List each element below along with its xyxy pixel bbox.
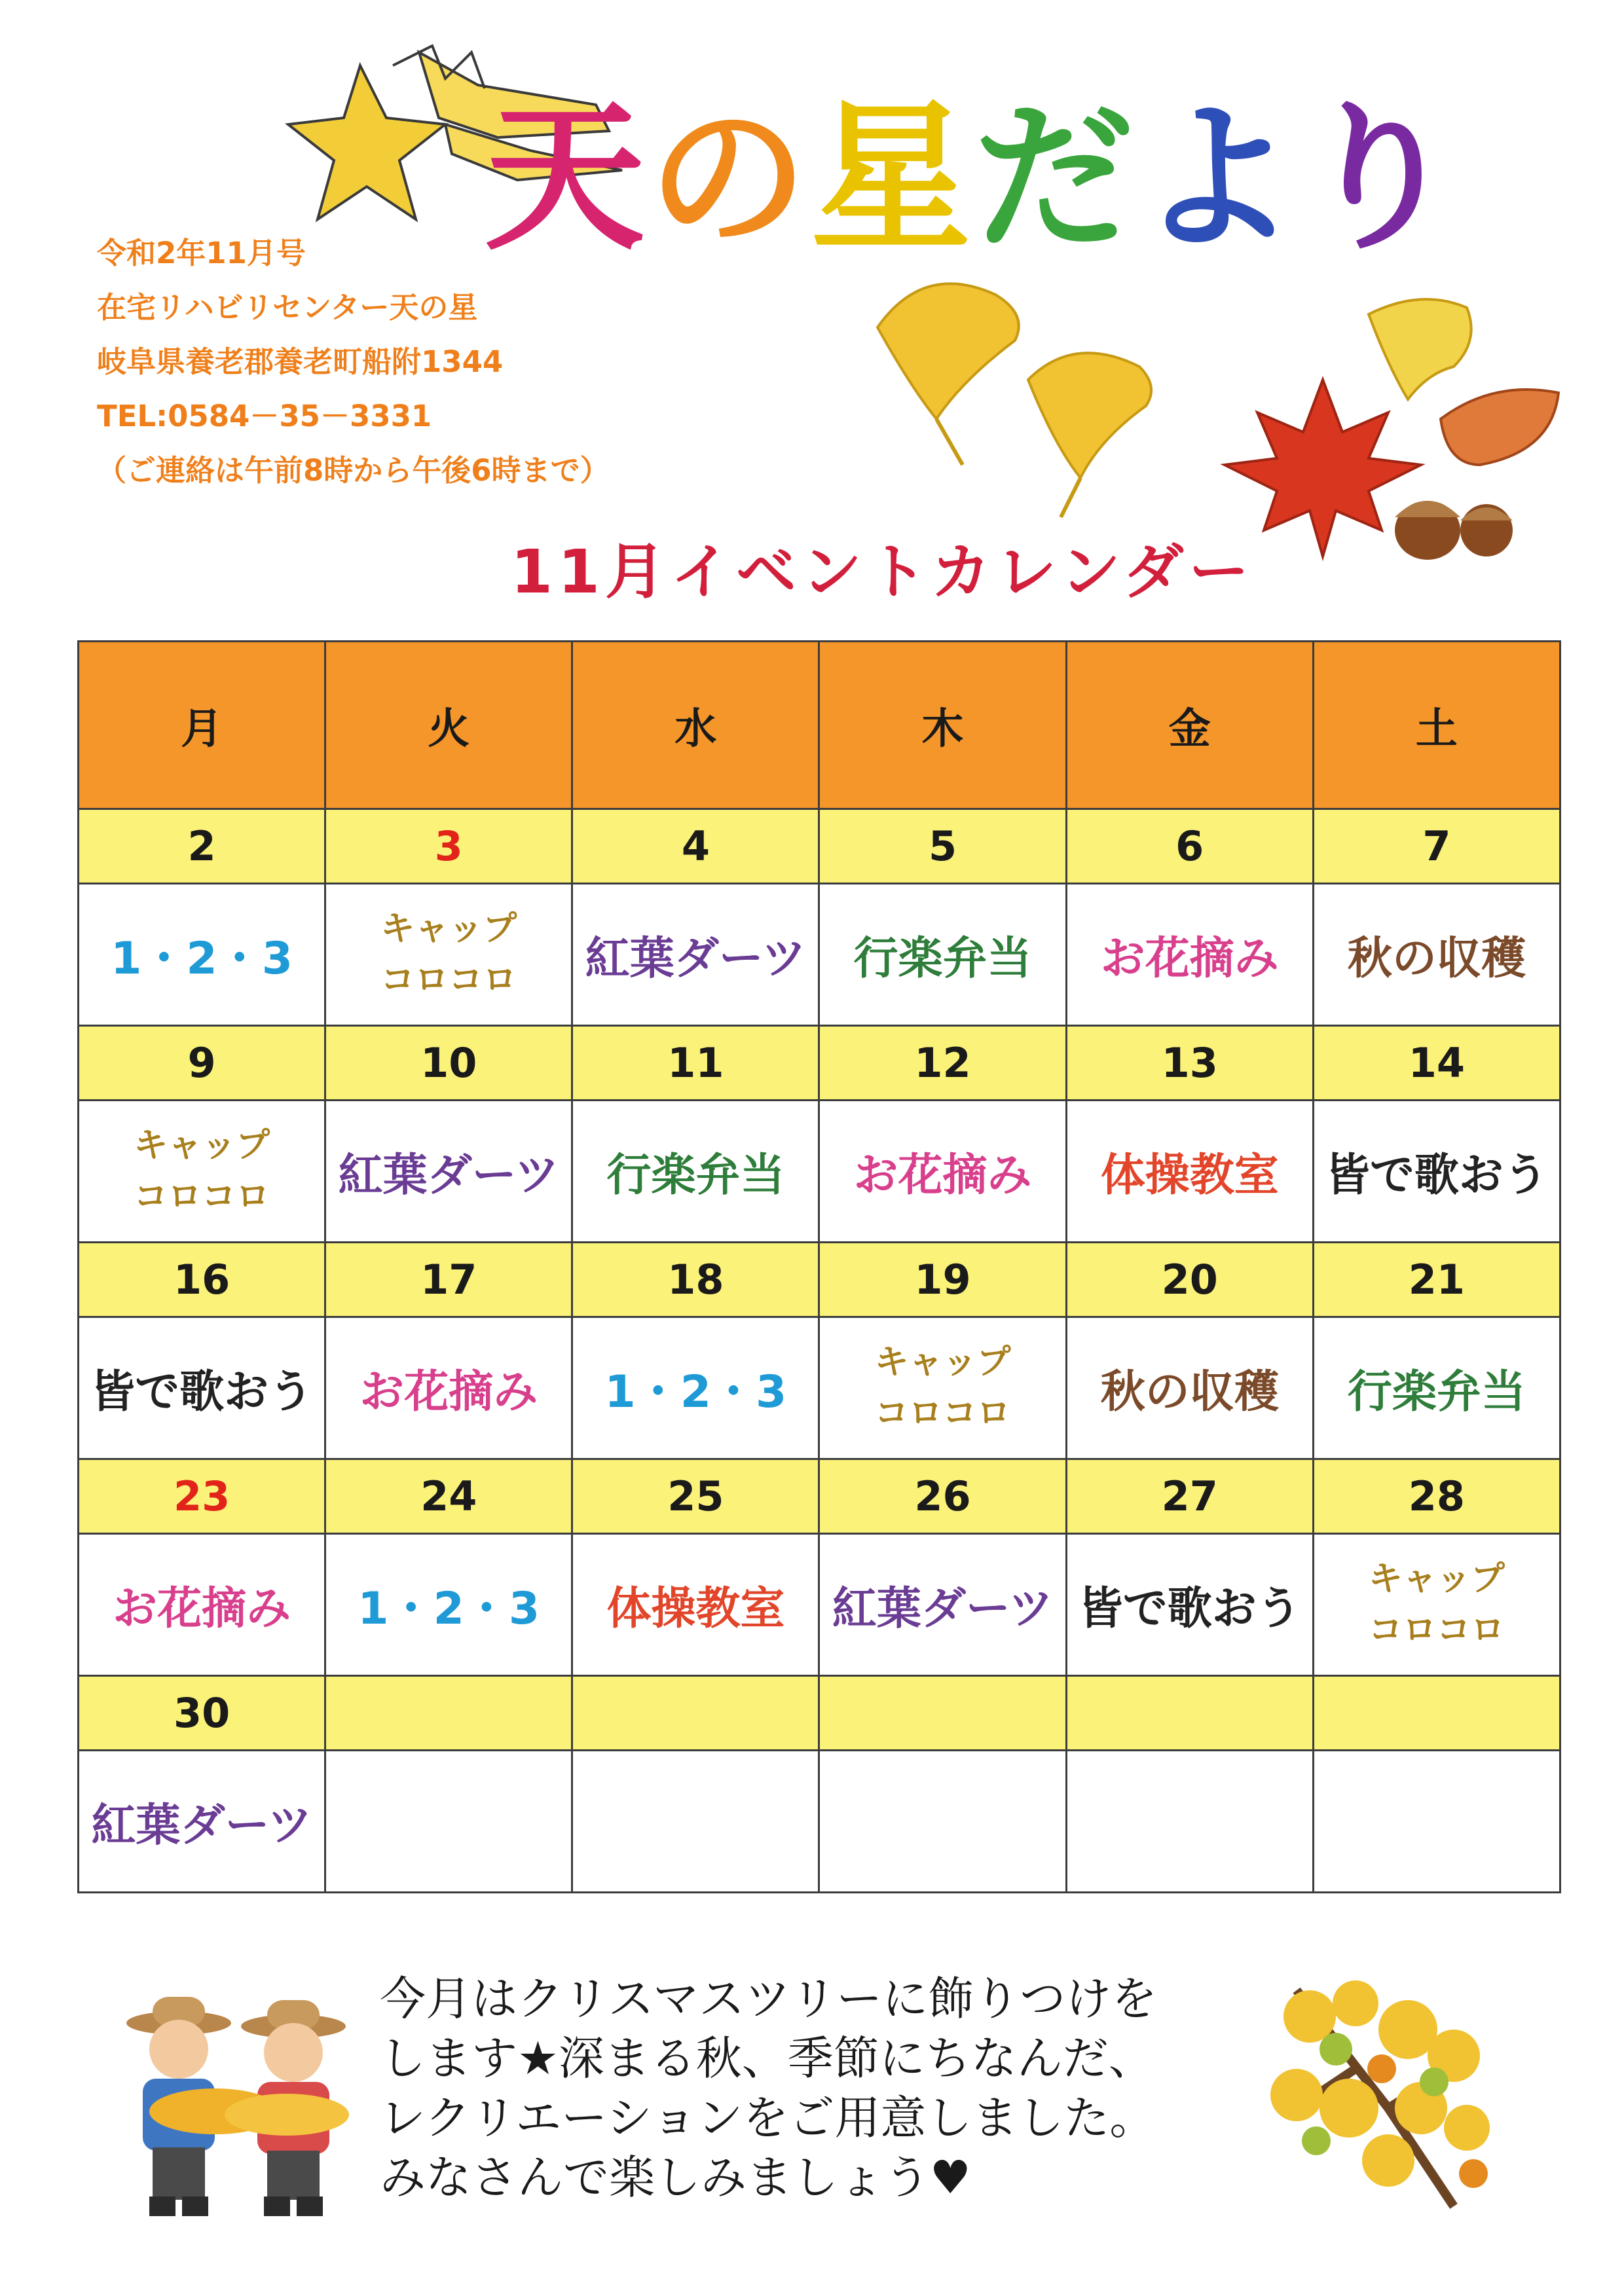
event-cell: 行楽弁当 bbox=[1313, 1317, 1560, 1459]
date-cell: 28 bbox=[1313, 1459, 1560, 1534]
event-cell bbox=[325, 1751, 572, 1893]
date-cell: 6 bbox=[1066, 809, 1313, 884]
event-cell: 皆で歌おう bbox=[79, 1317, 325, 1459]
event-cell: 1・2・3 bbox=[572, 1317, 819, 1459]
acorn-icon bbox=[1395, 501, 1513, 560]
weekday-header: 土 bbox=[1313, 642, 1560, 809]
weekday-header-row bbox=[79, 642, 1560, 809]
ginkgo-leaf-icon bbox=[877, 283, 1019, 465]
date-cell: 11 bbox=[572, 1026, 819, 1101]
event-cell: 秋の収穫 bbox=[1066, 1317, 1313, 1459]
event-cell: 紅葉ダーツ bbox=[79, 1751, 325, 1893]
event-cell: 秋の収穫 bbox=[1313, 884, 1560, 1026]
date-cell bbox=[572, 1676, 819, 1751]
date-cell: 30 bbox=[79, 1676, 325, 1751]
event-cell: お花摘み bbox=[325, 1317, 572, 1459]
date-cell: 19 bbox=[819, 1243, 1066, 1317]
event-cell: 行楽弁当 bbox=[819, 884, 1066, 1026]
event-cell: 行楽弁当 bbox=[572, 1101, 819, 1243]
event-cell bbox=[819, 1751, 1066, 1893]
farmers-illustration bbox=[117, 1984, 365, 2226]
title-char: の bbox=[648, 85, 811, 272]
date-cell: 10 bbox=[325, 1026, 572, 1101]
date-cell bbox=[1066, 1676, 1313, 1751]
date-cell: 24 bbox=[325, 1459, 572, 1534]
autumn-leaf-icon bbox=[1441, 390, 1559, 465]
issue-line: 令和2年11月号 bbox=[97, 236, 306, 270]
weekday-header: 水 bbox=[572, 642, 819, 809]
event-cell bbox=[572, 1751, 819, 1893]
event-cell bbox=[1313, 1751, 1560, 1893]
title-char: り bbox=[1300, 85, 1463, 272]
event-cell: お花摘み bbox=[819, 1101, 1066, 1243]
date-cell: 4 bbox=[572, 809, 819, 884]
weekday-header: 火 bbox=[325, 642, 572, 809]
date-cell: 25 bbox=[572, 1459, 819, 1534]
ginkgo-leaf-icon bbox=[1028, 353, 1151, 517]
message-line: レクリエーションをご用意しました。 bbox=[380, 2091, 1156, 2145]
phone-line: TEL:0584－35－3331 bbox=[97, 399, 432, 433]
event-calendar bbox=[77, 640, 1561, 1893]
event-cell: 皆で歌おう bbox=[1313, 1101, 1560, 1243]
calendar-title: 11月イベントカレンダー bbox=[511, 537, 1255, 607]
event-cell: 1・2・3 bbox=[325, 1534, 572, 1676]
message-line: みなさんで楽しみましょう♥ bbox=[380, 2151, 971, 2204]
event-cell bbox=[1313, 1534, 1560, 1676]
event-row bbox=[79, 1534, 1560, 1676]
event-cell: 体操教室 bbox=[572, 1534, 819, 1676]
event-cell: 紅葉ダーツ bbox=[819, 1534, 1066, 1676]
event-cell bbox=[325, 884, 572, 1026]
event-label: キャップ コロコロ bbox=[1368, 1559, 1505, 1650]
hours-line: （ご連絡は午前8時から午後6時まで） bbox=[97, 453, 610, 488]
event-cell: 1・2・3 bbox=[79, 884, 325, 1026]
message-line: 今月はクリスマスツリーに飾りつけを bbox=[380, 1972, 1158, 2026]
event-label: キャップ コロコロ bbox=[380, 909, 517, 1000]
date-cell: 5 bbox=[819, 809, 1066, 884]
date-cell: 16 bbox=[79, 1243, 325, 1317]
event-cell: 体操教室 bbox=[1066, 1101, 1313, 1243]
date-cell: 26 bbox=[819, 1459, 1066, 1534]
date-row bbox=[79, 1459, 1560, 1534]
event-cell: お花摘み bbox=[1066, 884, 1313, 1026]
date-cell: 14 bbox=[1313, 1026, 1560, 1101]
date-cell: 3 bbox=[325, 809, 572, 884]
event-row bbox=[79, 1101, 1560, 1243]
event-row bbox=[79, 1317, 1560, 1459]
date-row bbox=[79, 1676, 1560, 1751]
date-cell bbox=[325, 1676, 572, 1751]
event-cell bbox=[819, 1317, 1066, 1459]
date-cell: 9 bbox=[79, 1026, 325, 1101]
title-char: だ bbox=[974, 85, 1137, 272]
date-cell: 21 bbox=[1313, 1243, 1560, 1317]
date-cell bbox=[819, 1676, 1066, 1751]
event-cell: 紅葉ダーツ bbox=[325, 1101, 572, 1243]
event-cell bbox=[1066, 1751, 1313, 1893]
newsletter-title bbox=[485, 85, 1463, 272]
title-char: 天 bbox=[485, 85, 648, 272]
event-cell: 紅葉ダーツ bbox=[572, 884, 819, 1026]
weekday-header: 金 bbox=[1066, 642, 1313, 809]
date-cell: 13 bbox=[1066, 1026, 1313, 1101]
monthly-message bbox=[380, 1969, 1157, 2208]
event-label: キャップ コロコロ bbox=[134, 1126, 270, 1216]
title-char: よ bbox=[1137, 85, 1300, 272]
ginkgo-tree-illustration bbox=[1257, 1977, 1506, 2219]
date-cell: 12 bbox=[819, 1026, 1066, 1101]
date-cell: 18 bbox=[572, 1243, 819, 1317]
event-cell: 皆で歌おう bbox=[1066, 1534, 1313, 1676]
event-row bbox=[79, 884, 1560, 1026]
event-cell bbox=[79, 1101, 325, 1243]
ginkgo-leaf-icon bbox=[1369, 299, 1471, 399]
date-row bbox=[79, 1243, 1560, 1317]
date-row bbox=[79, 1026, 1560, 1101]
calendar-body bbox=[79, 809, 1560, 1893]
date-cell: 23 bbox=[79, 1459, 325, 1534]
event-label: キャップ コロコロ bbox=[874, 1343, 1011, 1433]
event-cell: お花摘み bbox=[79, 1534, 325, 1676]
date-cell: 27 bbox=[1066, 1459, 1313, 1534]
event-row bbox=[79, 1751, 1560, 1893]
message-line: します★深まる秋、季節にちなんだ、 bbox=[380, 2032, 1154, 2085]
weekday-header: 月 bbox=[79, 642, 325, 809]
date-cell: 7 bbox=[1313, 809, 1560, 884]
center-name-line: 在宅リハビリセンター天の星 bbox=[97, 290, 478, 325]
date-cell: 20 bbox=[1066, 1243, 1313, 1317]
title-char: 星 bbox=[811, 85, 974, 272]
center-info bbox=[97, 226, 610, 498]
date-cell: 17 bbox=[325, 1243, 572, 1317]
weekday-header: 木 bbox=[819, 642, 1066, 809]
address-line: 岐阜県養老郡養老町船附1344 bbox=[97, 344, 504, 379]
date-cell bbox=[1313, 1676, 1560, 1751]
date-row bbox=[79, 809, 1560, 884]
date-cell: 2 bbox=[79, 809, 325, 884]
